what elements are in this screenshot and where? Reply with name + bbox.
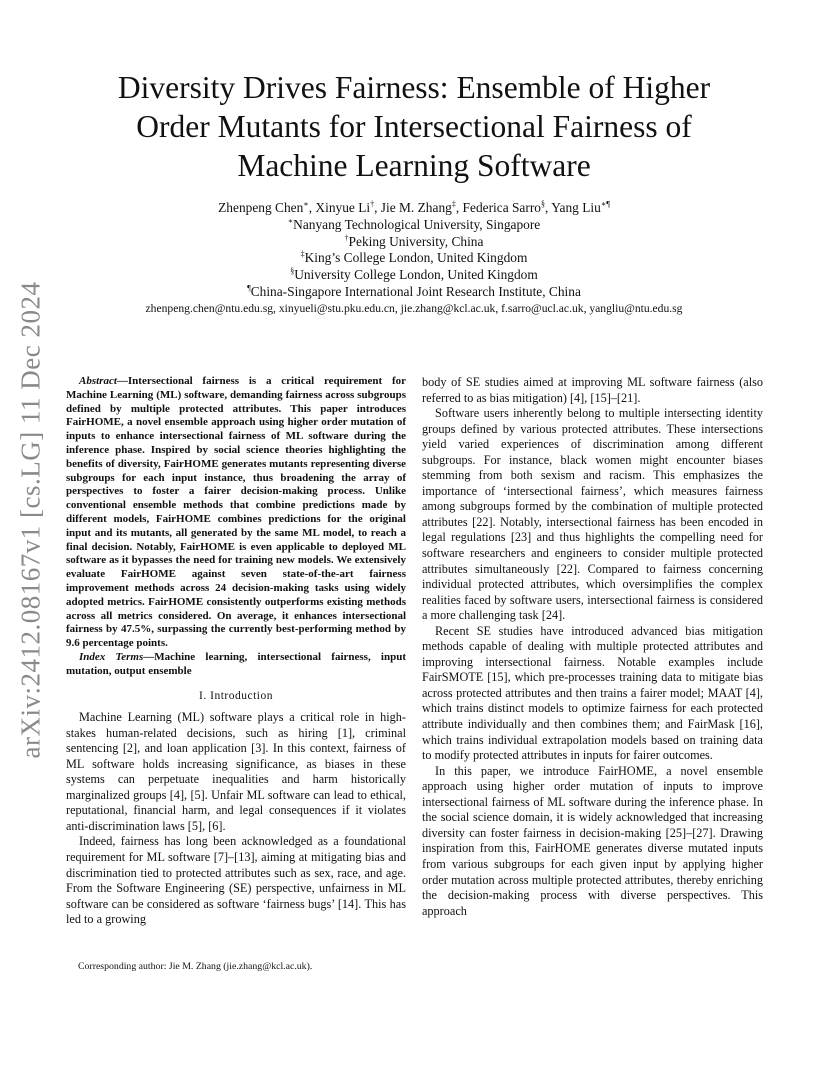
index-terms-label: Index Terms <box>79 650 144 663</box>
index-terms-text: —Machine learning, intersectional fairness, input mutation, output ensemble <box>66 650 406 677</box>
author-block <box>60 200 768 318</box>
author-name: Yang Liu <box>551 200 601 215</box>
author-name: Xinyue Li <box>315 200 371 215</box>
author-name: Zhenpeng Chen <box>218 200 304 215</box>
author-mark: ∗ <box>303 199 309 209</box>
author-mark: † <box>370 199 375 209</box>
affiliation <box>60 284 768 301</box>
affiliation-text: China-Singapore International Joint Research Institute, China <box>250 283 581 299</box>
title-line: Diversity Drives Fairness: Ensemble of Higher <box>117 70 711 105</box>
affiliation-mark: ‡ <box>300 249 305 259</box>
affiliation <box>60 234 768 251</box>
arxiv-identifier: arXiv:2412.08167v1 [cs.LG] 11 Dec 2024 <box>15 281 46 759</box>
affiliation-mark: § <box>290 266 295 276</box>
affiliation <box>60 267 768 284</box>
paper-title <box>60 68 768 185</box>
body-paragraph: body of SE studies aimed at improving ML software fairness (also referred to as bias mitigation) [4], [15]–[21]. <box>422 375 763 405</box>
author-name: Jie M. Zhang <box>380 200 452 215</box>
title-line: Machine Learning Software <box>237 148 591 183</box>
footnote: Corresponding author: Jie M. Zhang (jie.zhang@kcl.ac.uk). <box>78 961 313 972</box>
body-paragraph: Software users inherently belong to multiple intersecting identity groups defined by various protected attributes. These intersections yield varied experiences of discrimination among different subgroups. For instance, black women might encounter biases stemming from both sexism and racism. This emphasizes the importance of ‘intersectional fairness’, which measures fairness among subgroups formed by the combination of multiple protected attributes [22]. Notably, intersectional fairness has been encoded in legal regulations [23] and thus highlights the compelling need for software researchers and engineers to consider multiple protected attributes simultaneously [22]. Compared to fairness concerning individual protected attributes, which oversimplifies the complex realities faced by software users, intersectional fairness is considered a more challenging task [24]. <box>422 406 763 623</box>
body-paragraph: Indeed, fairness has long been acknowledged as a foundational requirement for ML software [7]–[13], aiming at mitigating bias and discrimination tied to protected attributes such as sex, race, and age. From the Software Engineering (SE) perspective, unfairness in ML software can be considered as software ‘fairness bugs’ [14]. This has led to a growing <box>66 834 406 927</box>
abstract-text: —Intersectional fairness is a critical requirement for Machine Learning (ML) software, demanding fairness across subgroups defined by multiple protected attributes. This paper introduces FairHOME, a novel ensemble approach using higher order mutation of inputs to enhance intersectional fairness of ML software during the inference phase. Inspired by social science theories highlighting the benefits of diversity, FairHOME generates mutants representing diverse subgroups for each input instance, thus broadening the array of perspectives to foster a fairer decision-making process. Unlike conventional ensemble methods that combine predictions made by different models, FairHOME combines predictions for the original input and its mutants, all generated by the same ML model, to reach a final decision. Notably, FairHOME is even applicable to deployed ML software as it bypasses the need for training new models. We extensively evaluate FairHOME against seven state-of-the-art fairness improvement methods across 24 decision-making tasks using widely adopted metrics. FairHOME consistently outperforms existing methods across all metrics considered. On average, it enhances intersectional fairness by 47.5%, surpassing the currently best-performing method by 9.6 percentage points. <box>66 375 406 650</box>
author-names: Zhenpeng Chen∗, Xinyue Li†, Jie M. Zhang‡, Federica Sarro§, Yang Liu∗¶ <box>218 199 610 215</box>
affiliation-mark: ∗ <box>287 216 294 226</box>
affiliation-text: Peking University, China <box>348 233 484 249</box>
section-heading: I. Introduction <box>199 689 273 702</box>
author-mark: ∗¶ <box>600 199 610 209</box>
author-mark: ‡ <box>451 199 456 209</box>
left-column <box>66 375 406 928</box>
title-line: Order Mutants for Intersectional Fairness of <box>136 109 692 144</box>
affiliation <box>60 250 768 267</box>
affiliation-text: University College London, United Kingdom <box>294 267 538 283</box>
author-mark: § <box>541 199 545 209</box>
body-paragraph: In this paper, we introduce FairHOME, a novel ensemble approach using higher order mutation of inputs to improve intersectional fairness of ML software during the inference phase. In the social science domain, it is widely acknowledged that increasing diversity can foster fairness in decision-making [25]–[27]. Drawing inspiration from this, FairHOME generates diverse mutated inputs from various subgroups for each given input by applying higher order mutation across multiple protected attributes, thereby enriching the decision-making process with diverse perspectives. This approach <box>422 763 763 918</box>
arxiv-identifier-sidebar <box>14 281 48 759</box>
affiliation-text: King’s College London, United Kingdom <box>304 250 528 266</box>
body-paragraph: Machine Learning (ML) software plays a critical role in high-stakes human-related decisions, such as hiring [1], criminal sentencing [2], and loan application [3]. In this context, fairness of ML software holds increasing significance, as biases in these systems can perpetuate inequalities and harm historically marginalized groups [4], [5]. Unfair ML software can lead to ethical, reputational, financial harm, and legal consequences if it violates anti-discrimination laws [5], [6]. <box>66 710 406 833</box>
affiliation-mark: ¶ <box>247 283 251 293</box>
author-name: Federica Sarro <box>462 200 541 215</box>
affiliation-mark: † <box>344 233 349 243</box>
affiliation-text: Nanyang Technological University, Singapore <box>293 216 541 232</box>
abstract-label: Abstract <box>79 375 117 387</box>
abstract <box>66 375 406 651</box>
affiliation <box>60 217 768 234</box>
author-emails: zhenpeng.chen@ntu.edu.sg, xinyueli@stu.pku.edu.cn, jie.zhang@kcl.ac.uk, f.sarro@ucl.ac.uk, yangliu@ntu.edu.sg <box>145 301 683 315</box>
index-terms <box>66 651 406 679</box>
right-column <box>422 375 763 919</box>
body-paragraph: Recent SE studies have introduced advanced bias mitigation methods capable of dealing with multiple protected attributes and improving intersectional fairness. Notable examples include FairSMOTE [15], which pre-processes training data to mitigate bias across protected attributes and then trains a fairer model; MAAT [4], which trains distinct models to optimize fairness for each protected attribute individually and then combines them; and FairMask [16], which trains individual extrapolation models based on training data to modify protected attributes in inputs for fairer outcomes. <box>422 623 763 763</box>
